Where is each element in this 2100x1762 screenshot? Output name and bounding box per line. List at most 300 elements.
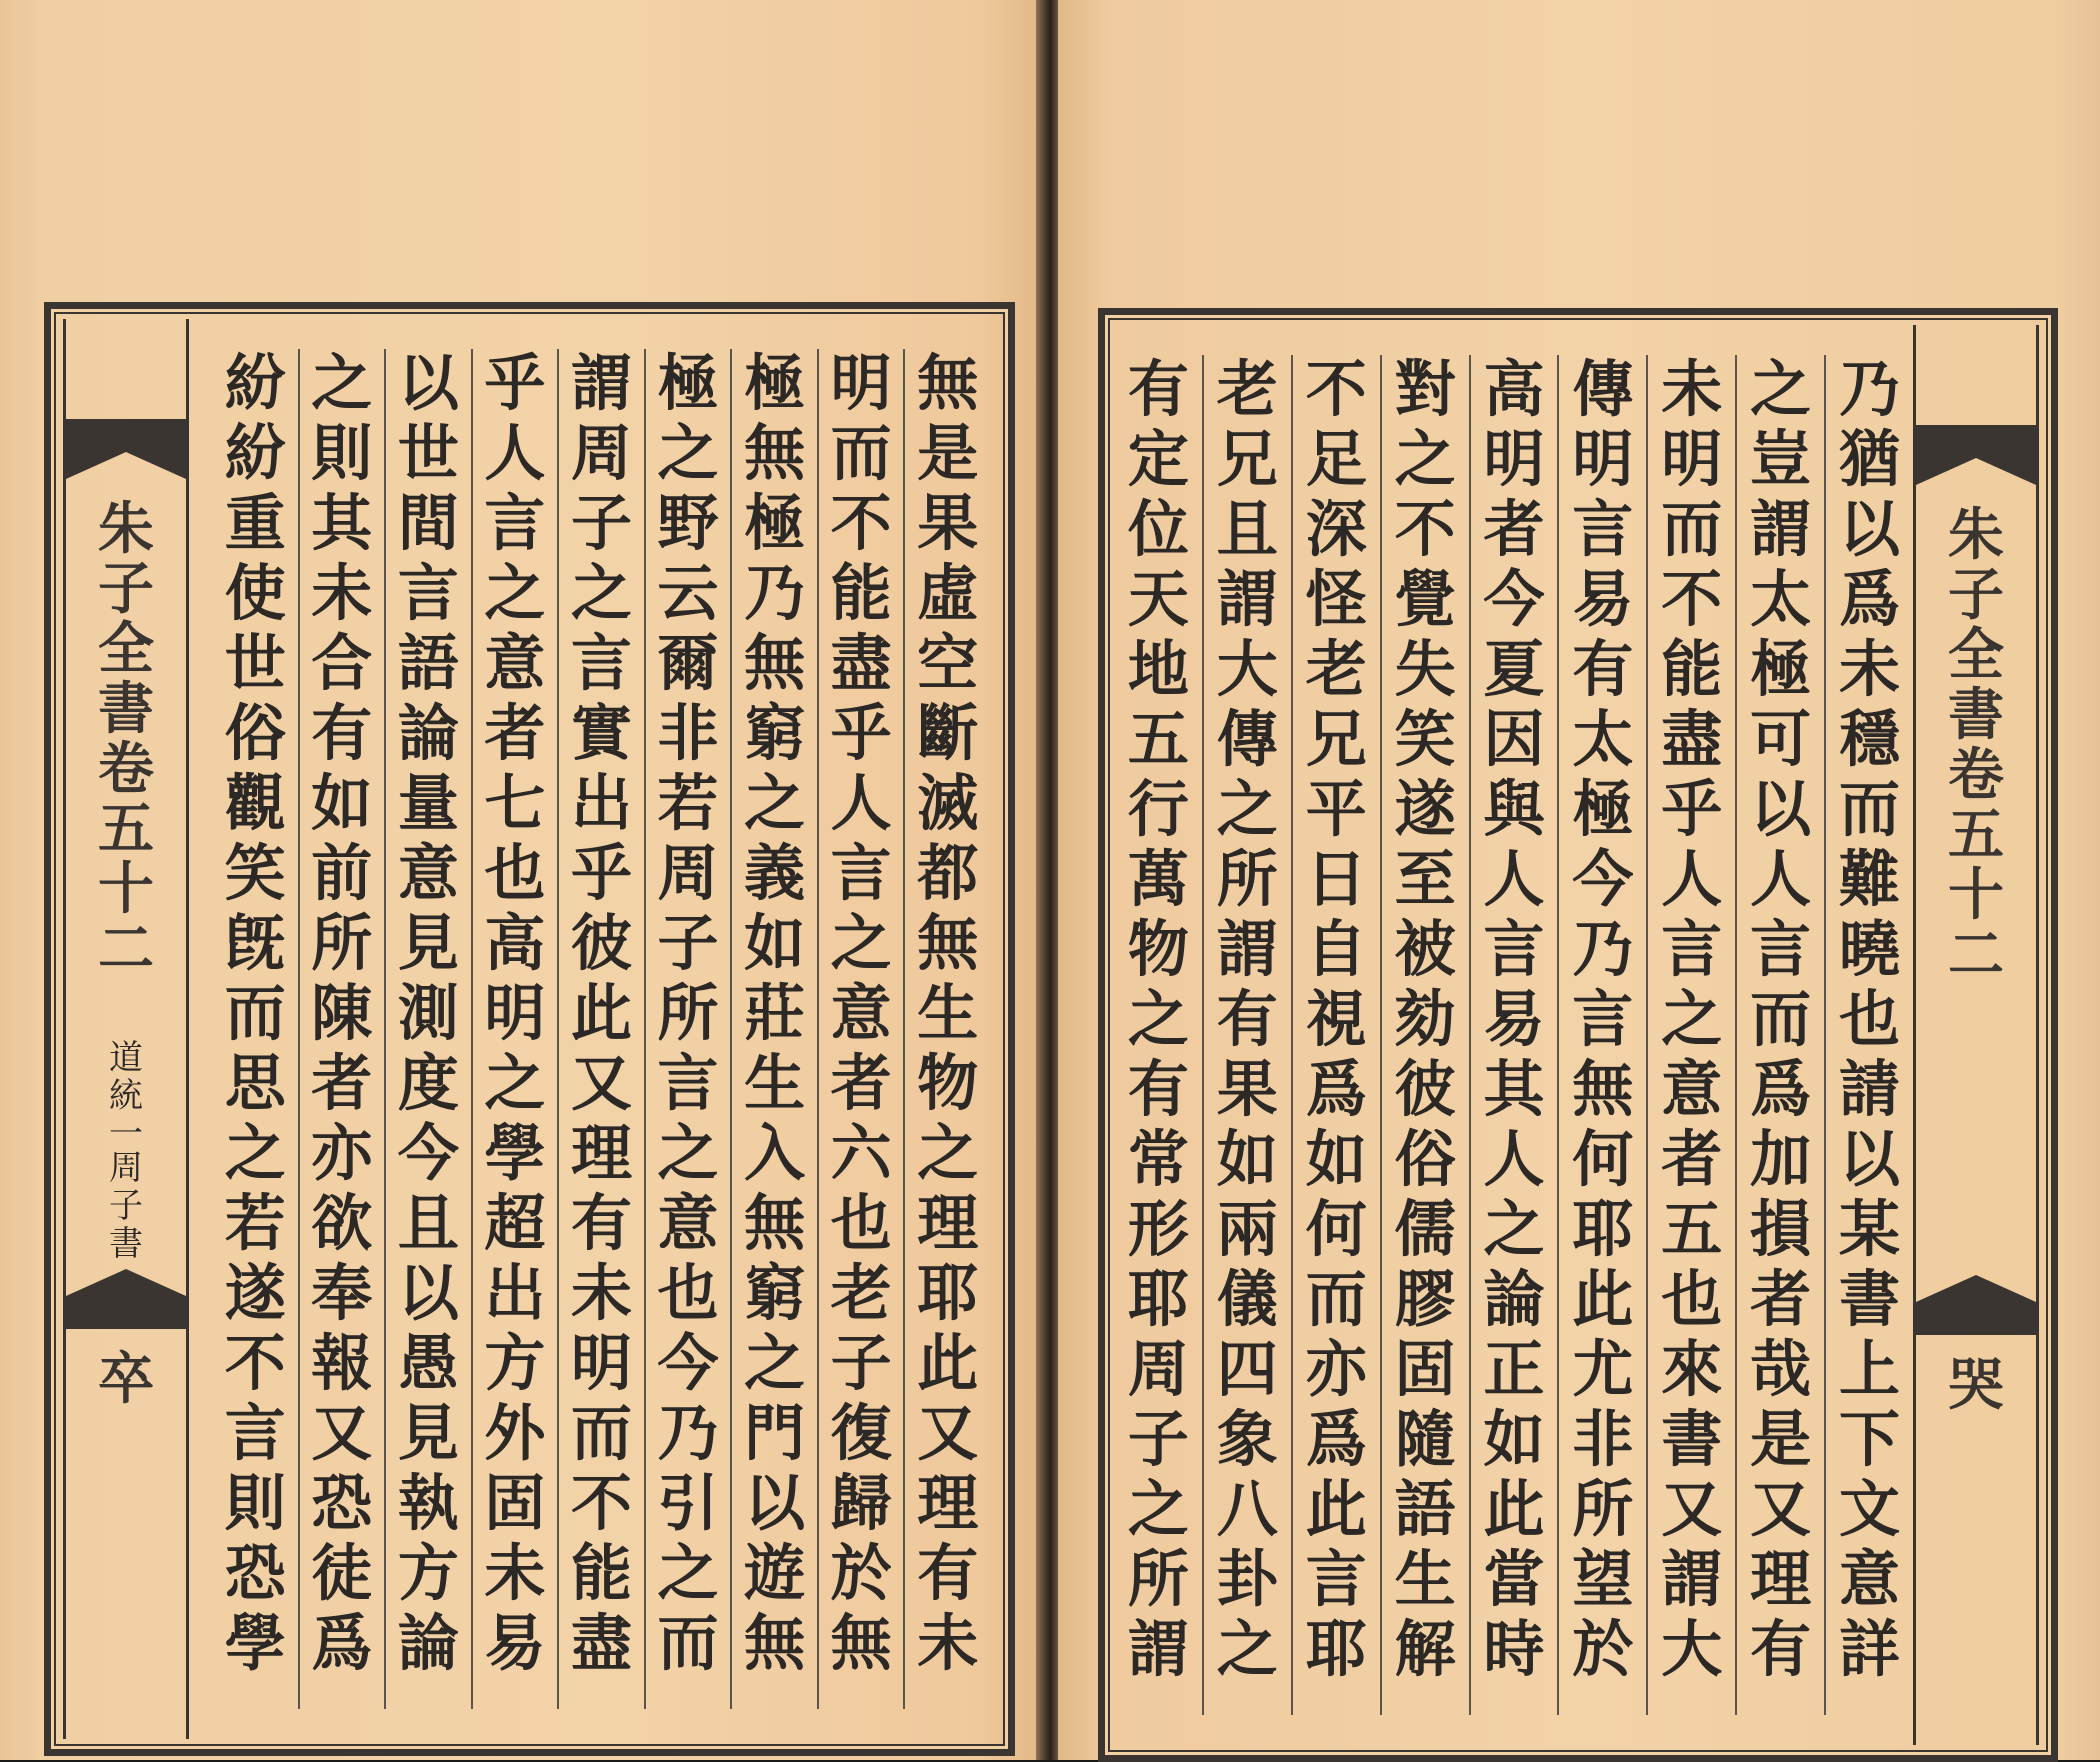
text-char: 謂: [1127, 1614, 1189, 1685]
text-char: 言: [1661, 914, 1723, 985]
text-char: 乎: [484, 348, 546, 419]
text-char: 也: [1661, 1264, 1723, 1335]
text-char: 易: [1483, 984, 1545, 1055]
text-char: 之: [917, 1118, 979, 1189]
text-char: 思: [224, 1048, 286, 1119]
text-char: 極: [744, 348, 806, 419]
text-char: 日: [1305, 844, 1367, 915]
text-char: 能: [570, 1538, 632, 1609]
text-char: 俗: [1394, 1124, 1456, 1195]
text-char: 見: [397, 908, 459, 979]
text-char: 紛: [224, 418, 286, 489]
left-page-number-char: 卒: [98, 1346, 154, 1412]
text-char: 此: [1483, 1474, 1545, 1545]
text-char: 如: [1216, 1124, 1278, 1195]
text-char: 者: [1661, 1124, 1723, 1195]
left-book-title-char: 子: [98, 556, 154, 622]
text-char: 耶: [917, 1258, 979, 1329]
fish-tail-top-ornament: [66, 419, 186, 479]
text-char: 度: [397, 1048, 459, 1119]
text-char: 歸: [830, 1468, 892, 1539]
text-char: 耶: [1305, 1614, 1367, 1685]
text-char: 定: [1127, 424, 1189, 495]
right-center-strip: [1913, 325, 2039, 1745]
text-char: 大: [1216, 634, 1278, 705]
text-char: 人: [1750, 844, 1812, 915]
text-char: 出: [484, 1258, 546, 1329]
text-char: 方: [484, 1328, 546, 1399]
text-char: 外: [484, 1398, 546, 1469]
text-char: 老: [1305, 634, 1367, 705]
text-char: 遊: [744, 1538, 806, 1609]
text-char: 五: [1661, 1194, 1723, 1265]
fish-tail-bottom-ornament: [1916, 1275, 2036, 1335]
text-char: 非: [657, 698, 719, 769]
text-char: 何: [1572, 1124, 1634, 1195]
text-char: 深: [1305, 494, 1367, 565]
text-char: 今: [397, 1118, 459, 1189]
text-char: 不: [830, 488, 892, 559]
text-char: 言: [224, 1398, 286, 1469]
text-char: 今: [657, 1328, 719, 1399]
text-char: 如: [1483, 1404, 1545, 1475]
text-char: 萬: [1127, 844, 1189, 915]
text-char: 重: [224, 488, 286, 559]
text-char: 所: [1127, 1544, 1189, 1615]
text-char: 極: [1750, 634, 1812, 705]
text-char: 之: [570, 558, 632, 629]
text-char: 猶: [1839, 424, 1901, 495]
text-char: 哉: [1750, 1334, 1812, 1405]
text-char: 言: [570, 628, 632, 699]
left-text-columns: [213, 349, 990, 1709]
text-char: 以: [397, 348, 459, 419]
right-page-number-char: 哭: [1948, 1352, 2004, 1418]
text-char: 者: [311, 1048, 373, 1119]
text-char: 無: [744, 1188, 806, 1259]
text-char: 兩: [1216, 1194, 1278, 1265]
text-char: 果: [917, 488, 979, 559]
text-char: 也: [484, 838, 546, 909]
left-book-title-char: 全: [98, 616, 154, 682]
text-char: 儒: [1394, 1194, 1456, 1265]
text-char: 學: [224, 1608, 286, 1679]
left-book-title-char: 十: [98, 856, 154, 922]
text-char: 損: [1750, 1194, 1812, 1265]
text-char: 此: [1305, 1474, 1367, 1545]
text-char: 而: [1839, 774, 1901, 845]
text-char: 能: [830, 558, 892, 629]
text-char: 明: [1483, 424, 1545, 495]
text-char: 乎: [830, 698, 892, 769]
text-char: 隨: [1394, 1404, 1456, 1475]
text-char: 若: [224, 1188, 286, 1259]
text-char: 盡: [1661, 704, 1723, 775]
text-char: 不: [224, 1328, 286, 1399]
right-page-number: [1916, 1352, 2036, 1418]
text-char: 論: [1483, 1264, 1545, 1335]
text-char: 之: [744, 1328, 806, 1399]
left-section-char: 道: [109, 1038, 143, 1078]
text-char: 今: [1572, 844, 1634, 915]
text-char: 有: [1127, 354, 1189, 425]
text-char: 何: [1305, 1194, 1367, 1265]
text-char: 不: [1305, 354, 1367, 425]
text-char: 位: [1127, 494, 1189, 565]
text-char: 被: [1394, 914, 1456, 985]
text-char: 是: [917, 418, 979, 489]
text-char: 覺: [1394, 564, 1456, 635]
text-char: 爲: [1305, 1054, 1367, 1125]
text-char: 膠: [1394, 1264, 1456, 1335]
text-char: 虛: [917, 558, 979, 629]
text-char: 行: [1127, 774, 1189, 845]
text-char: 意: [397, 838, 459, 909]
text-char: 笑: [1394, 704, 1456, 775]
text-char: 方: [397, 1538, 459, 1609]
text-char: 而: [1305, 1264, 1367, 1335]
left-book-title-char: 書: [98, 676, 154, 742]
text-char: 地: [1127, 634, 1189, 705]
right-text-column: [1202, 355, 1291, 1715]
text-char: 物: [917, 1048, 979, 1119]
text-char: 又: [1661, 1474, 1723, 1545]
text-char: 明: [830, 348, 892, 419]
text-char: 者: [1750, 1264, 1812, 1335]
left-text-column: [384, 349, 471, 1709]
text-char: 卦: [1216, 1544, 1278, 1615]
text-char: 極: [657, 348, 719, 419]
text-char: 報: [311, 1328, 373, 1399]
text-char: 出: [570, 768, 632, 839]
text-char: 今: [1483, 564, 1545, 635]
text-char: 之: [1661, 984, 1723, 1055]
text-char: 生: [744, 1048, 806, 1119]
text-char: 言: [1750, 914, 1812, 985]
text-char: 乃: [1839, 354, 1901, 425]
text-char: 有: [570, 1188, 632, 1259]
text-char: 乃: [657, 1398, 719, 1469]
text-char: 無: [830, 1608, 892, 1679]
text-char: 物: [1127, 914, 1189, 985]
text-char: 之: [1127, 1474, 1189, 1545]
text-char: 足: [1305, 424, 1367, 495]
text-char: 言: [397, 558, 459, 629]
text-char: 之: [1216, 1614, 1278, 1685]
text-char: 老: [830, 1258, 892, 1329]
text-char: 子: [657, 908, 719, 979]
text-char: 不: [570, 1468, 632, 1539]
fish-tail-bottom-ornament: [66, 1269, 186, 1329]
right-book-title-char: 五: [1948, 802, 2004, 868]
text-char: 無: [744, 1608, 806, 1679]
text-char: 所: [657, 978, 719, 1049]
text-char: 又: [917, 1398, 979, 1469]
text-char: 生: [917, 978, 979, 1049]
text-char: 常: [1127, 1124, 1189, 1195]
text-char: 未: [570, 1258, 632, 1329]
right-text-column: [1291, 355, 1380, 1715]
left-text-column: [557, 349, 644, 1709]
text-char: 俗: [224, 698, 286, 769]
text-char: 又: [570, 1048, 632, 1119]
text-char: 執: [397, 1468, 459, 1539]
left-page-number: [66, 1346, 186, 1412]
text-char: 太: [1572, 704, 1634, 775]
text-char: 爲: [1305, 1404, 1367, 1475]
text-char: 夏: [1483, 634, 1545, 705]
text-char: 八: [1216, 1474, 1278, 1545]
text-char: 學: [484, 1118, 546, 1189]
text-char: 又: [311, 1398, 373, 1469]
text-char: 怪: [1305, 564, 1367, 635]
text-char: 爲: [311, 1608, 373, 1679]
right-text-columns: [1115, 355, 1913, 1715]
right-text-column: [1115, 355, 1202, 1715]
text-char: 大: [1661, 1614, 1723, 1685]
left-text-column: [471, 349, 558, 1709]
left-book-title-char: 朱: [98, 496, 154, 562]
text-char: 復: [830, 1398, 892, 1469]
text-char: 穩: [1839, 704, 1901, 775]
left-page: [0, 0, 1040, 1760]
text-char: 之: [224, 1118, 286, 1189]
text-char: 以: [1750, 774, 1812, 845]
text-char: 六: [830, 1118, 892, 1189]
text-char: 紛: [224, 348, 286, 419]
text-char: 太: [1750, 564, 1812, 635]
left-book-title: [66, 496, 186, 982]
text-char: 愚: [397, 1328, 459, 1399]
text-char: 尤: [1572, 1334, 1634, 1405]
text-char: 言: [1305, 1544, 1367, 1615]
text-char: 無: [744, 628, 806, 699]
text-char: 也: [1839, 984, 1901, 1055]
text-char: 且: [397, 1188, 459, 1259]
text-char: 此: [1572, 1264, 1634, 1335]
text-char: 滅: [917, 768, 979, 839]
left-text-column: [298, 349, 385, 1709]
text-char: 謂: [1216, 564, 1278, 635]
left-text-column: [644, 349, 731, 1709]
text-char: 周: [570, 418, 632, 489]
right-text-column: [1646, 355, 1735, 1715]
text-char: 而: [1750, 984, 1812, 1055]
text-char: 乃: [744, 558, 806, 629]
text-char: 理: [570, 1118, 632, 1189]
text-char: 有: [917, 1538, 979, 1609]
text-char: 望: [1572, 1544, 1634, 1615]
text-char: 正: [1483, 1334, 1545, 1405]
text-char: 未: [917, 1608, 979, 1679]
text-char: 與: [1483, 774, 1545, 845]
text-char: 對: [1394, 354, 1456, 425]
text-char: 書: [1661, 1404, 1723, 1475]
text-char: 之: [657, 1118, 719, 1189]
text-char: 遂: [224, 1258, 286, 1329]
text-char: 固: [484, 1468, 546, 1539]
text-char: 之: [1127, 984, 1189, 1055]
text-char: 之: [744, 768, 806, 839]
text-char: 之: [484, 1048, 546, 1119]
text-char: 乎: [570, 838, 632, 909]
text-char: 野: [657, 488, 719, 559]
text-char: 之: [657, 1538, 719, 1609]
text-char: 於: [830, 1538, 892, 1609]
text-char: 乃: [1572, 914, 1634, 985]
text-char: 空: [917, 628, 979, 699]
right-book-title-char: 十: [1948, 862, 2004, 928]
text-char: 意: [830, 978, 892, 1049]
text-char: 所: [1216, 844, 1278, 915]
text-char: 恐: [224, 1538, 286, 1609]
text-char: 某: [1839, 1194, 1901, 1265]
text-char: 五: [1127, 704, 1189, 775]
left-subsection-char: 書: [109, 1224, 143, 1264]
text-char: 無: [917, 348, 979, 419]
right-book-title: [1916, 502, 2036, 988]
text-char: 視: [1305, 984, 1367, 1055]
text-char: 兄: [1305, 704, 1367, 775]
text-char: 上: [1839, 1334, 1901, 1405]
left-section-char: 統: [109, 1076, 143, 1116]
text-char: 豈: [1750, 424, 1812, 495]
text-char: 未: [311, 558, 373, 629]
text-char: 旣: [224, 908, 286, 979]
text-char: 引: [657, 1468, 719, 1539]
text-char: 生: [1394, 1544, 1456, 1615]
text-char: 實: [570, 698, 632, 769]
text-char: 而: [570, 1398, 632, 1469]
left-subsection-char: 周: [109, 1148, 143, 1188]
text-char: 意: [1661, 1054, 1723, 1125]
left-section-char: 一: [109, 1114, 143, 1154]
text-char: 語: [1394, 1474, 1456, 1545]
left-section-title: [66, 1039, 186, 1153]
text-char: 言: [484, 488, 546, 559]
text-char: 而: [657, 1608, 719, 1679]
text-char: 自: [1305, 914, 1367, 985]
text-char: 是: [1750, 1404, 1812, 1475]
text-char: 爾: [657, 628, 719, 699]
text-char: 笑: [224, 838, 286, 909]
text-char: 於: [1572, 1614, 1634, 1685]
text-char: 未: [1839, 634, 1901, 705]
text-char: 彼: [1394, 1054, 1456, 1125]
text-char: 測: [397, 978, 459, 1049]
text-char: 理: [1750, 1544, 1812, 1615]
text-char: 爲: [1839, 564, 1901, 635]
right-text-column: [1824, 355, 1913, 1715]
text-char: 明: [484, 978, 546, 1049]
text-char: 世: [397, 418, 459, 489]
text-char: 形: [1127, 1194, 1189, 1265]
text-char: 言: [830, 838, 892, 909]
text-char: 者: [830, 1048, 892, 1119]
text-char: 超: [484, 1188, 546, 1259]
text-char: 之: [1216, 774, 1278, 845]
text-char: 耶: [1127, 1264, 1189, 1335]
text-char: 陳: [311, 978, 373, 1049]
text-char: 難: [1839, 844, 1901, 915]
text-char: 劾: [1394, 984, 1456, 1055]
left-book-title-char: 二: [98, 916, 154, 982]
text-char: 無: [1572, 1054, 1634, 1125]
text-char: 子: [1127, 1404, 1189, 1475]
text-char: 解: [1394, 1614, 1456, 1685]
text-char: 果: [1216, 1054, 1278, 1125]
text-char: 平: [1305, 774, 1367, 845]
text-char: 人: [1661, 844, 1723, 915]
right-book-title-char: 朱: [1948, 502, 2004, 568]
text-char: 加: [1750, 1124, 1812, 1195]
text-char: 以: [744, 1468, 806, 1539]
text-char: 以: [397, 1258, 459, 1329]
text-char: 遂: [1394, 774, 1456, 845]
right-book-title-char: 子: [1948, 562, 2004, 628]
text-char: 亦: [1305, 1334, 1367, 1405]
text-char: 若: [657, 768, 719, 839]
text-char: 有: [311, 698, 373, 769]
left-book-title-char: 卷: [98, 736, 154, 802]
text-char: 無: [744, 418, 806, 489]
text-char: 因: [1483, 704, 1545, 775]
text-char: 周: [657, 838, 719, 909]
text-char: 謂: [570, 348, 632, 419]
text-char: 書: [1839, 1264, 1901, 1335]
text-char: 當: [1483, 1544, 1545, 1615]
text-char: 則: [224, 1468, 286, 1539]
right-book-title-char: 卷: [1948, 742, 2004, 808]
text-char: 其: [311, 488, 373, 559]
text-char: 有: [1572, 634, 1634, 705]
text-char: 無: [917, 908, 979, 979]
text-char: 使: [224, 558, 286, 629]
right-book-title-char: 二: [1948, 922, 2004, 988]
text-char: 論: [397, 1608, 459, 1679]
text-char: 有: [1216, 984, 1278, 1055]
text-char: 可: [1750, 704, 1812, 775]
text-char: 不: [1394, 494, 1456, 565]
text-char: 言: [1483, 914, 1545, 985]
text-char: 人: [484, 418, 546, 489]
text-char: 理: [917, 1468, 979, 1539]
text-char: 謂: [1661, 1544, 1723, 1615]
text-char: 傳: [1572, 354, 1634, 425]
text-char: 能: [1661, 634, 1723, 705]
text-char: 窮: [744, 1258, 806, 1329]
right-page: [1058, 0, 2100, 1760]
right-text-column: [1380, 355, 1469, 1715]
text-char: 所: [1572, 1474, 1634, 1545]
text-char: 人: [830, 768, 892, 839]
text-char: 盡: [570, 1608, 632, 1679]
text-char: 此: [570, 978, 632, 1049]
text-char: 又: [1750, 1474, 1812, 1545]
text-char: 則: [311, 418, 373, 489]
text-char: 此: [917, 1328, 979, 1399]
right-text-column: [1557, 355, 1646, 1715]
right-page-frame: [1098, 308, 2058, 1762]
text-char: 謂: [1750, 494, 1812, 565]
text-char: 世: [224, 628, 286, 699]
text-char: 儀: [1216, 1264, 1278, 1335]
text-char: 門: [744, 1398, 806, 1469]
left-text-column: [817, 349, 904, 1709]
text-char: 老: [1216, 354, 1278, 425]
text-char: 明: [1661, 424, 1723, 495]
text-char: 也: [657, 1258, 719, 1329]
